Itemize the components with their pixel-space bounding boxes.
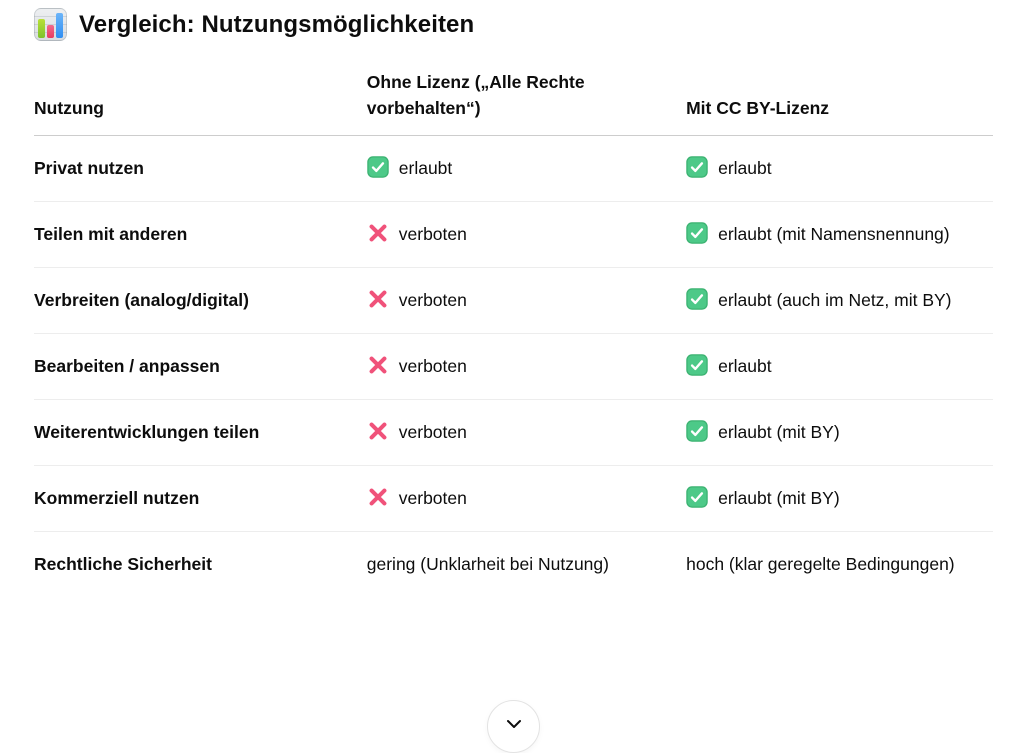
row-label: Kommerziell nutzen bbox=[34, 488, 200, 508]
cell-ohne-lizenz bbox=[367, 532, 686, 598]
cell-text: erlaubt (auch im Netz, mit BY) bbox=[718, 290, 952, 310]
check-icon bbox=[686, 222, 708, 244]
cell-text: verboten bbox=[398, 488, 467, 508]
table-row bbox=[34, 136, 993, 202]
check-icon bbox=[686, 354, 708, 376]
cell-cc-by bbox=[686, 202, 993, 268]
table-row bbox=[34, 202, 993, 268]
check-icon bbox=[686, 288, 708, 310]
table-row bbox=[34, 400, 993, 466]
cell-text: erlaubt (mit BY) bbox=[718, 488, 840, 508]
table-row bbox=[34, 532, 993, 598]
cell-text: erlaubt bbox=[398, 158, 453, 178]
cell-text: verboten bbox=[398, 356, 467, 376]
check-icon bbox=[367, 156, 389, 178]
table-header-row bbox=[34, 59, 993, 136]
page-title: Vergleich: Nutzungsmöglichkeiten bbox=[79, 10, 475, 38]
cell-cc-by bbox=[686, 400, 993, 466]
scroll-to-bottom-button[interactable] bbox=[487, 700, 540, 753]
cell-cc-by bbox=[686, 532, 993, 598]
row-label: Teilen mit anderen bbox=[34, 224, 188, 244]
row-label: Rechtliche Sicherheit bbox=[34, 554, 212, 574]
column-header-nutzung: Nutzung bbox=[34, 59, 367, 136]
cell-ohne-lizenz bbox=[367, 334, 686, 400]
cell-text: verboten bbox=[398, 224, 467, 244]
row-label: Privat nutzen bbox=[34, 158, 144, 178]
table-row bbox=[34, 466, 993, 532]
chevron-down-icon bbox=[504, 714, 524, 739]
cell-text: verboten bbox=[398, 290, 467, 310]
cell-ohne-lizenz bbox=[367, 466, 686, 532]
cross-icon bbox=[367, 222, 389, 244]
cell-cc-by bbox=[686, 136, 993, 202]
bar-chart-icon bbox=[34, 8, 67, 41]
cross-icon bbox=[367, 288, 389, 310]
row-label: Weiterentwicklungen teilen bbox=[34, 422, 260, 442]
cell-ohne-lizenz bbox=[367, 400, 686, 466]
cell-ohne-lizenz bbox=[367, 202, 686, 268]
bar-chart-pink-bar bbox=[47, 25, 54, 38]
bar-chart-green-bar bbox=[38, 19, 45, 38]
cross-icon bbox=[367, 486, 389, 508]
cell-ohne-lizenz bbox=[367, 136, 686, 202]
bar-chart-blue-bar bbox=[56, 13, 63, 38]
cell-text: erlaubt (mit Namensnennung) bbox=[718, 224, 950, 244]
check-icon bbox=[686, 420, 708, 442]
column-header-cc-by: Mit CC BY-Lizenz bbox=[686, 59, 993, 136]
cell-cc-by bbox=[686, 466, 993, 532]
cell-text: erlaubt (mit BY) bbox=[718, 422, 840, 442]
row-label: Verbreiten (analog/digital) bbox=[34, 290, 249, 310]
column-header-ohne-lizenz: Ohne Lizenz („Alle Rechte vorbehalten“) bbox=[367, 59, 686, 136]
table-body bbox=[34, 136, 993, 598]
cell-text: hoch (klar geregelte Bedingungen) bbox=[686, 554, 955, 574]
table-row bbox=[34, 268, 993, 334]
check-icon bbox=[686, 156, 708, 178]
page-title-row bbox=[34, 8, 993, 41]
check-icon bbox=[686, 486, 708, 508]
cross-icon bbox=[367, 420, 389, 442]
cell-cc-by bbox=[686, 334, 993, 400]
comparison-table bbox=[34, 59, 993, 597]
cell-text: erlaubt bbox=[718, 356, 772, 376]
table-row bbox=[34, 334, 993, 400]
cell-text: verboten bbox=[398, 422, 467, 442]
cell-ohne-lizenz bbox=[367, 268, 686, 334]
cell-text: gering (Unklarheit bei Nutzung) bbox=[366, 554, 609, 574]
row-label: Bearbeiten / anpassen bbox=[34, 356, 220, 376]
cell-text: erlaubt bbox=[718, 158, 772, 178]
cross-icon bbox=[367, 354, 389, 376]
cell-cc-by bbox=[686, 268, 993, 334]
